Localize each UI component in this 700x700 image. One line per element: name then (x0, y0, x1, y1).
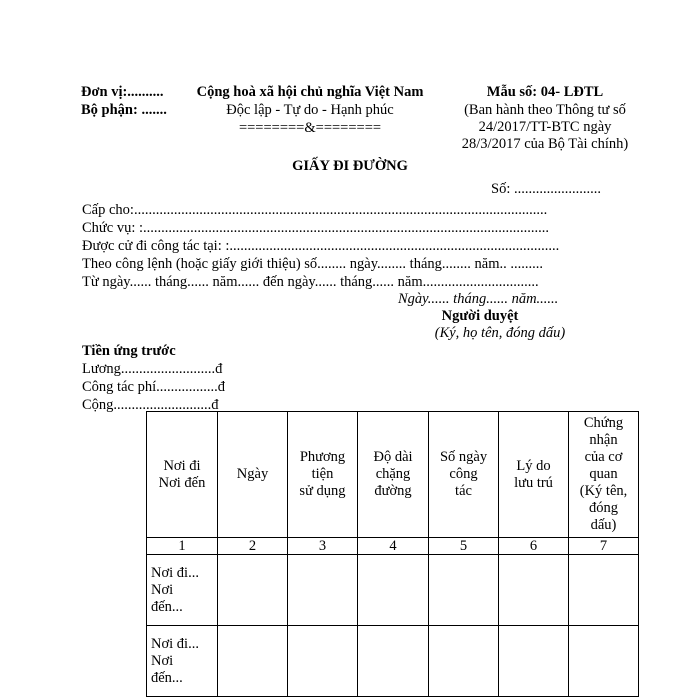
table-header-row (147, 412, 639, 538)
header-certification (569, 412, 639, 538)
issuance-line-3: 28/3/2017 của Bộ Tài chính) (461, 136, 629, 152)
field-duration: Từ ngày...... tháng...... năm...... đến ngày...... tháng...... năm................................ (82, 274, 539, 290)
place-text: Nơi (151, 652, 174, 669)
advance-allowance: Công tác phí.................đ (82, 379, 225, 395)
place-text: Nơi đi... (151, 564, 199, 581)
field-order-reference: Theo công lệnh (hoặc giấy giới thiệu) số........ ngày........ tháng........ năm.. ......... (82, 256, 543, 272)
header-text: công (449, 466, 478, 482)
field-issued-to: Cấp cho:.................................................................................................................. (82, 202, 548, 218)
advance-total: Cộng...........................đ (82, 397, 219, 413)
header-text: dấu) (590, 517, 617, 533)
header-text: Độ dài (373, 449, 413, 465)
field-assigned-to: Được cử đi công tác tại: :........................................................................................... (82, 238, 560, 254)
header-text: lưu trú (514, 474, 553, 491)
empty-cell (429, 555, 499, 626)
header-date (218, 412, 288, 538)
header-stay-reason (499, 412, 569, 538)
place-cell (147, 555, 218, 626)
advance-heading: Tiền ứng trước (82, 343, 176, 359)
place-text: Nơi đi... (151, 635, 199, 652)
column-number-row (147, 538, 639, 555)
header-text: Số ngày (439, 449, 488, 465)
header-text: Phương (299, 449, 346, 465)
travel-table (146, 411, 639, 697)
issuance-line-1: (Ban hành theo Thông tư số (464, 102, 626, 118)
place-cell (147, 626, 218, 697)
header-text: sử dụng (299, 483, 346, 499)
header-work-days (429, 412, 499, 538)
form-number: Mẫu số: 04- LĐTL (486, 84, 604, 100)
header-distance (358, 412, 429, 538)
table-row (147, 626, 639, 697)
column-number: 6 (499, 538, 569, 555)
place-text: đến... (151, 598, 183, 615)
column-number: 1 (147, 538, 218, 555)
header-departure-destination (147, 412, 218, 538)
header-text: Nơi đi (163, 457, 201, 474)
approver-label: Người duyệt (441, 308, 519, 324)
empty-cell (218, 555, 288, 626)
header-text: Lý do (516, 457, 551, 474)
national-motto: Độc lập - Tự do - Hạnh phúc (226, 102, 394, 118)
empty-cell (569, 626, 639, 697)
header-text: Ngày (236, 466, 269, 482)
header-text: tác (455, 483, 472, 499)
empty-cell (358, 555, 429, 626)
place-text: đến... (151, 669, 183, 686)
nation-title: Cộng hoà xã hội chủ nghĩa Việt Nam (196, 84, 424, 100)
header-text: Chứng (583, 415, 624, 431)
header-text: của cơ (584, 449, 623, 465)
header-text: đường (374, 483, 412, 499)
empty-cell (569, 555, 639, 626)
advance-salary: Lương..........................đ (82, 361, 223, 377)
issuance-note (445, 102, 645, 153)
column-number: 3 (288, 538, 358, 555)
empty-cell (218, 626, 288, 697)
place-text: Nơi (151, 581, 174, 598)
approver-note: (Ký, họ tên, đóng dấu) (434, 325, 566, 341)
header-transport (288, 412, 358, 538)
issuance-line-2: 24/2017/TT-BTC ngày (478, 119, 612, 135)
header-text: (Ký tên, (579, 483, 628, 499)
empty-cell (429, 626, 499, 697)
column-number: 2 (218, 538, 288, 555)
approval-date: Ngày...... tháng...... năm...... (398, 291, 559, 307)
header-text: quan (589, 466, 618, 482)
department-label: Bộ phận: ....... (81, 102, 167, 118)
empty-cell (499, 555, 569, 626)
empty-cell (499, 626, 569, 697)
table-row (147, 555, 639, 626)
column-number: 7 (569, 538, 639, 555)
field-position: Chức vụ: :................................................................................................................ (82, 220, 550, 236)
unit-label: Đơn vị:.......... (81, 84, 164, 100)
column-number: 4 (358, 538, 429, 555)
document-title: GIẤY ĐI ĐƯỜNG (292, 158, 408, 174)
header-text: đóng (589, 500, 618, 516)
empty-cell (358, 626, 429, 697)
header-text: tiện (311, 466, 334, 482)
column-number: 5 (429, 538, 499, 555)
document-number: Số: ........................ (491, 181, 601, 197)
motto-separator: ========&======== (238, 120, 382, 136)
header-text: chặng (375, 466, 411, 482)
empty-cell (288, 626, 358, 697)
empty-cell (288, 555, 358, 626)
header-text: Nơi đến (158, 474, 206, 491)
header-text: nhận (589, 432, 618, 448)
